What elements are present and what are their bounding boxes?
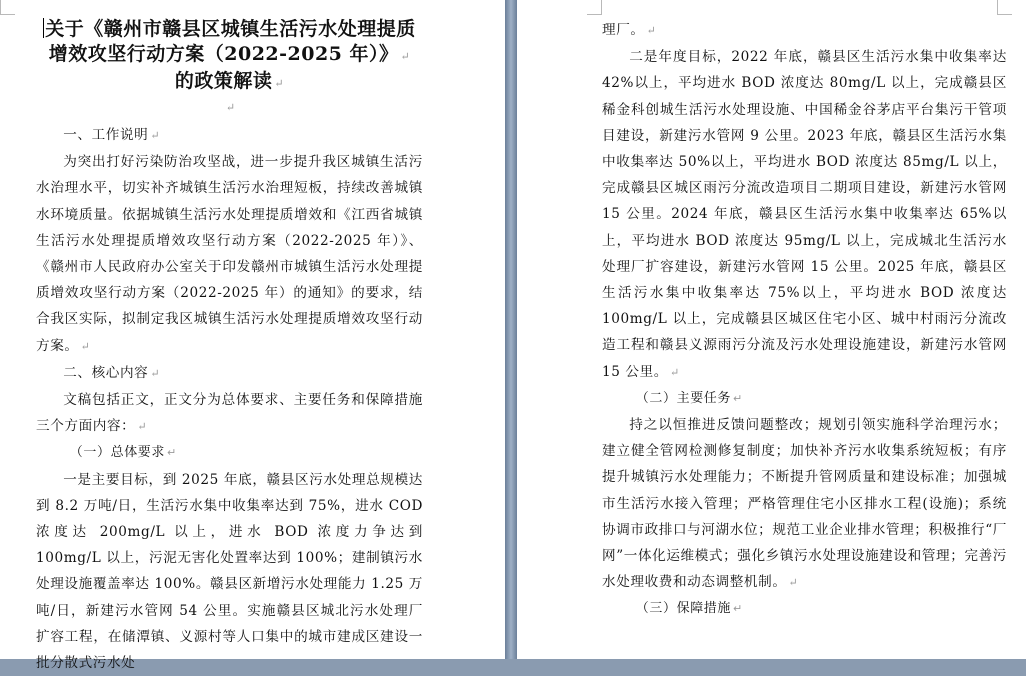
paragraph-mark: ↵ xyxy=(274,77,285,90)
blank-line: ↵ xyxy=(225,101,236,114)
title-line-1: 关于《赣州市赣县区城镇生活污水处理提质 xyxy=(45,18,416,40)
subsection-heading: （二）主要任务 ↵ xyxy=(635,390,743,406)
body-paragraph: 为突出打好污染防治攻坚战，进一步提升我区城镇生活污水治理水平，切实补齐城镇生活污水治理短板，持续改善城镇水环境质量。依据城镇生活污水处理提质增效和《江西省城镇生活污水处理提质增效攻坚行动方案（2022-2025 年）》、《赣州市人民政府办公室关于印发赣州市城镇生活污水处理提质增效攻坚行动方案（2022-2025 年）的通知》的要求，结合我区实际，拟制定我区城镇生活污水处理提质增效攻坚行动方案。 ↵ xyxy=(36,154,423,354)
subsection-heading: （三）保障措施 ↵ xyxy=(635,601,743,617)
title-line-3: 的政策解读 ↵ xyxy=(174,70,285,92)
page-gap xyxy=(505,0,517,659)
body-paragraph: 文稿包括正文，正文分为总体要求、主要任务和保障措施三个方面内容： ↵ xyxy=(36,392,423,435)
body-paragraph-continued: 理厂。 ↵ xyxy=(602,22,657,38)
document-page-left xyxy=(0,0,505,672)
page-content xyxy=(36,13,423,676)
subsection-heading: （一）总体要求 ↵ xyxy=(69,445,177,461)
page-corner-mark xyxy=(997,0,1012,15)
title-line-2: 增效攻坚行动方案（2022-2025 年）》 ↵ xyxy=(48,43,411,65)
body-paragraph: 一是主要目标，到 2025 年底，赣县区污水处理总规模达到 8.2 万吨/日，生活污水集中收集率达到 75%，进水 COD 浓度达 200mg/L 以上，进水 BOD 浓度力争达到 100mg/L 以上，污泥无害化处置率达到 100%；建制镇污水处理设施覆盖率达 100%。赣县区新增污水处理能力 1.25 万吨/日，新建污水管网 54 公里。实施赣县区城北污水处理厂扩容工程，在储潭镇、义源村等人口集中的城市建成区建设一批分散式污水处 xyxy=(36,471,423,672)
page-corner-mark xyxy=(587,0,602,15)
paragraph-mark: ↵ xyxy=(400,50,411,63)
document-title xyxy=(36,17,423,96)
body-paragraph: 持之以恒推进反馈问题整改；规划引领实施科学治理污水；建立健全管网检测修复制度；加快补齐污水收集系统短板；有序提升城镇污水处理能力；不断提升管网质量和建设标准；加强城市生活污水接入管理；严格管理住宅小区排水工程(设施)；系统协调市政排口与河湖水位；规范工业企业排水管理；积极推行“厂网”一体化运维模式；强化乡镇污水处理设施建设和管理；完善污水处理收费和动态调整机制。 ↵ xyxy=(602,417,1007,591)
section-heading: 二、核心内容 ↵ xyxy=(63,364,161,381)
page-content xyxy=(602,17,1007,623)
section-heading: 一、工作说明 ↵ xyxy=(63,127,161,143)
body-paragraph: 二是年度目标，2022 年底，赣县区生活污水集中收集率达 42%以上，平均进水 BOD 浓度达 80mg/L 以上，完成赣县区稀金科创城生活污水处理设施、中国稀金谷茅店平台集污干管项目建设，新建污水管网 9 公里。2023 年底，赣县区生活污水集中收集率达 50%以上，平均进水 BOD 浓度达 85mg/L 以上，完成赣县区城区雨污分流改造项目二期项目建设，新建污水管网 15 公里。2024 年底，赣县区生活污水集中收集率达 65%以上，平均进水 BOD 浓度达 95mg/L 以上，完成城北生活污水处理厂扩容建设，新建污水管网 15 公里。2025 年底，赣县区生活污水集中收集率达 75%以上，平均进水 BOD 浓度达 100mg/L 以上，完成赣县区城区住宅小区、城中村雨污分流改造工程和赣县义源雨污分流及污水处理设施建设，新建污水管网 15 公里。 ↵ xyxy=(602,49,1007,380)
page-corner-mark xyxy=(0,0,15,15)
document-page-right xyxy=(517,0,1026,659)
